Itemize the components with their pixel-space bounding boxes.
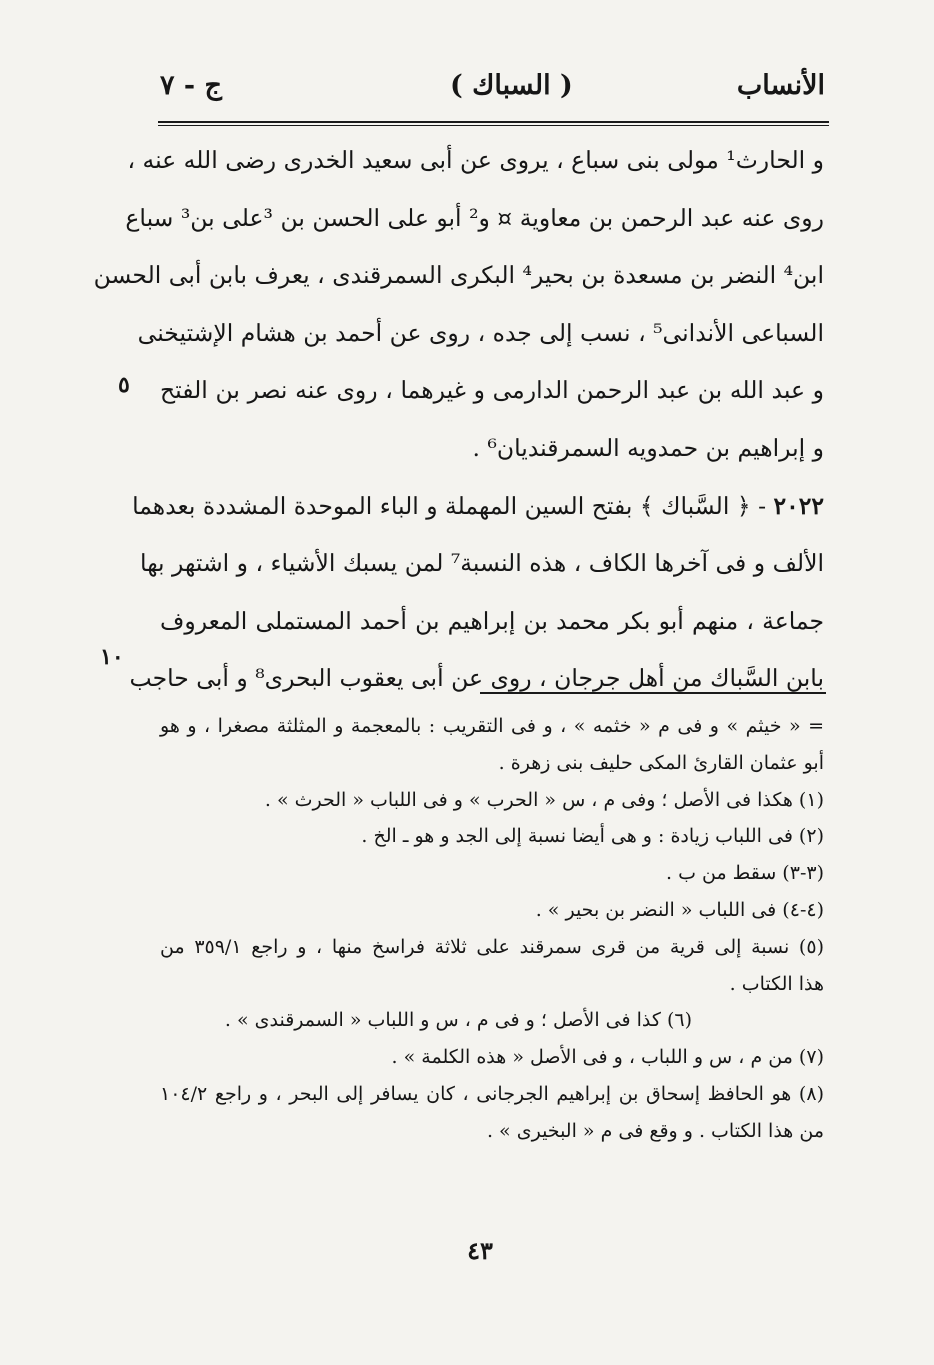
body-line: روى عنه عبد الرحمن بن معاوية ¤ و² أبو على الحسن بن ³على بن³ سباع [125,203,824,232]
body-line: و عبد الله بن عبد الرحمن الدارمى و غيرهما ، روى عنه نصر بن الفتح [160,376,824,405]
entry-first-line [132,478,824,536]
body-line: ابن⁴ النضر بن مسعدة بن بحير⁴ البكرى السمرقندى ، يعرف بابن أبى الحسن [93,261,824,290]
footnote-line: (١) هكذا فى الأصل ؛ وفى م ، س « الحرب » و فى اللباب « الحرث » . [264,788,824,811]
entry-number: ٢٠٢٢ [773,491,824,520]
entry-line: جماعة ، منهم أبو بكر محمد بن إبراهيم بن أحمد المستملى المعروف [160,606,824,635]
body-line: و الحارث¹ مولى بنى سباع ، يروى عن أبى سعيد الخدرى رضى الله عنه ، [127,146,824,174]
running-header [160,68,825,108]
footnote-line: من هذا الكتاب . و وقع فى م « البخيرى » . [486,1119,824,1142]
footnote-line: (٥) نسبة إلى قرية من قرى سمرقند على ثلاثة فراسخ منها ، و راجع ٣٥٩/١ من [160,935,824,958]
footnote-line: (٤-٤) فى اللباب « النضر بن بحير » . [535,898,824,921]
entry-line-text: - ﴿ السَّباك ﴾ بفتح السين المهملة و الباء الموحدة المشددة بعدهما [132,491,767,520]
footnote-line: هذا الكتاب . [729,972,824,995]
volume-label: ج - ٧ [160,70,222,101]
margin-line-number: ١٠ [100,644,124,670]
entry-line: الألف و فى آخرها الكاف ، هذه النسبة⁷ لمن يسبك الأشياء ، و اشتهر بها [140,549,824,578]
entry-title: ( السباك ) [450,70,573,101]
body-line: السباعى الأندانى⁵ ، نسب إلى جده ، روى عن أحمد بن هشام الإشتيخنى [137,318,824,347]
footnotes [160,708,824,1150]
footnote-line: (٧) من م ، س و اللباب ، و فى الأصل « هذه الكلمة » . [391,1046,824,1069]
page-number: ٤٣ [467,1236,493,1265]
footnote-line: = « خيثم » و فى م « خثمه » ، و فى التقريب : بالمعجمة و المثلثة مصغرا ، و هو [160,715,824,737]
footnote-line: (٦) كذا فى الأصل ؛ و فى م ، س و اللباب « السمرقندى » . [224,1009,692,1032]
margin-line-number: ٥ [118,372,130,398]
footnote-rule [480,692,826,694]
header-rule-thin [158,125,829,126]
book-title: الأنساب [736,70,825,101]
entry-line: بابن السَّباك من أهل جرجان ، روى عن أبى يعقوب البحرى⁸ و أبى حاجب [129,664,824,693]
header-rule [158,121,829,123]
footnote-line: (٨) هو الحافظ إسحاق بن إبراهيم الجرجانى ، كان يسافر إلى البحر ، و راجع ١٠٤/٢ [160,1082,824,1105]
footnote-line: (٣-٣) سقط من ب . [666,862,824,885]
footnote-line: أبو عثمان القارئ المكى حليف بنى زهرة . [498,751,824,774]
footnote-line: (٢) فى اللباب زيادة : و هى أيضا نسبة إلى الجد و هو ـ الخ . [361,825,824,848]
body-line: و إبراهيم بن حمدويه السمرقنديان⁶ . [472,433,824,462]
